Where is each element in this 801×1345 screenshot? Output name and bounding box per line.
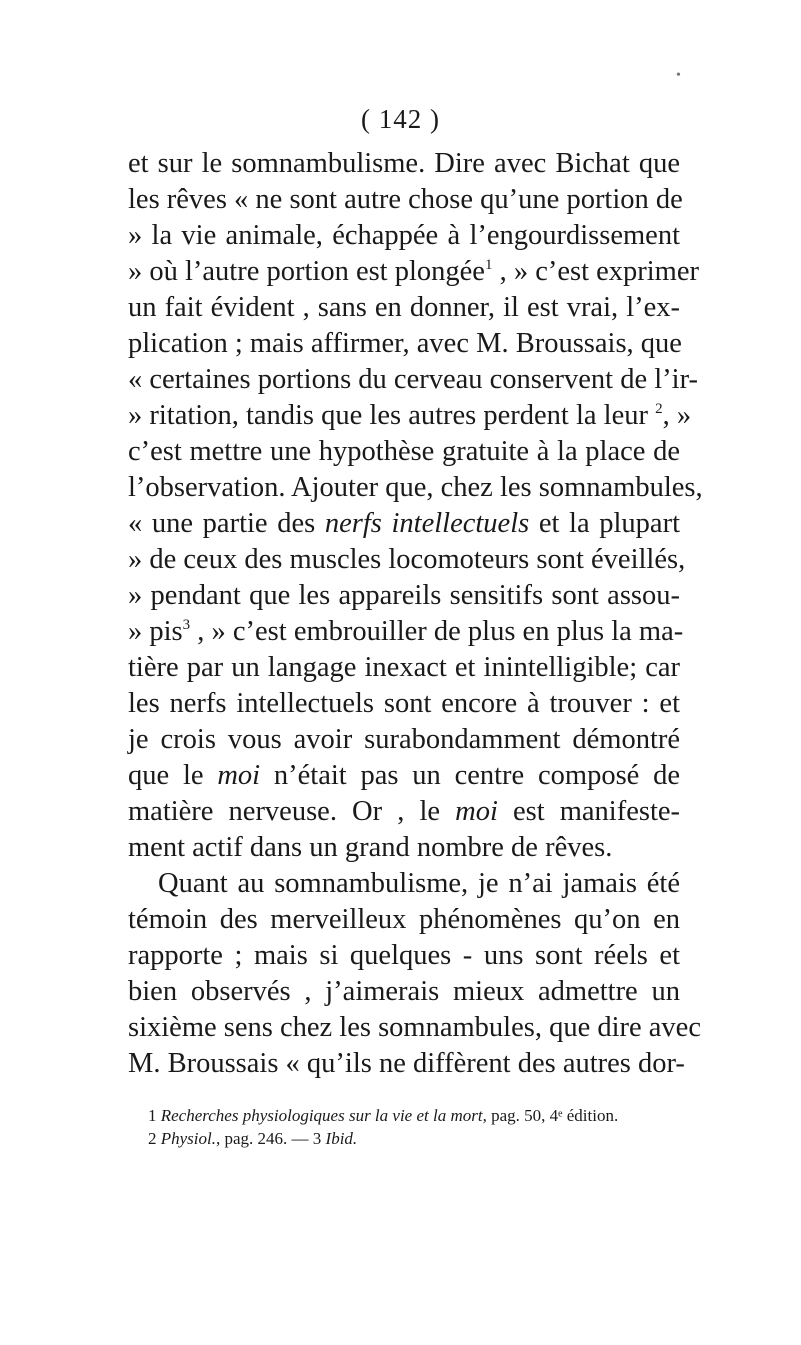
footnote-title: Ibid. — [325, 1129, 358, 1148]
text-line: rapporte ; mais si quelques - uns sont réels et — [128, 940, 680, 971]
footnote-ref: 2 — [655, 401, 663, 417]
text-line: sixième sens chez les somnambules, que dire avec — [128, 1012, 701, 1043]
text-line: Quant au somnambulisme, je n’ai jamais été — [158, 868, 680, 899]
footnote-1 — [148, 1105, 680, 1127]
text-line: » pendant que les appareils sensitifs sont assou- — [128, 580, 680, 611]
text-line — [128, 758, 680, 794]
text-segment: « une partie des — [128, 508, 316, 539]
footnote-text: , pag. 246. — 3 — [216, 1129, 322, 1148]
text-line: c’est mettre une hypothèse gratuite à la place de — [128, 436, 680, 467]
text-line — [128, 614, 684, 650]
italic-term: nerfs intellectuels — [324, 508, 530, 539]
text-line: « certaines portions du cerveau conservent de l’ir- — [128, 364, 698, 395]
text-line: M. Broussais « qu’ils ne diffèrent des autres dor- — [128, 1048, 685, 1079]
italic-term: moi — [455, 796, 498, 827]
text-segment: » ritation, tandis que les autres perdent la leur — [128, 400, 648, 431]
text-line — [128, 254, 699, 290]
text-line: les rêves « ne sont autre chose qu’une portion de — [128, 184, 683, 215]
text-segment: que le — [128, 760, 204, 791]
text-line: » de ceux des muscles locomoteurs sont éveillés, — [128, 544, 686, 575]
text-segment: matière nerveuse. Or , le — [128, 796, 441, 827]
text-line — [128, 794, 680, 830]
text-segment: » où l’autre portion est plongée — [128, 256, 485, 287]
text-line: je crois vous avoir surabondamment démontré — [128, 724, 680, 755]
text-line: bien observés , j’aimerais mieux admettre un — [128, 976, 680, 1007]
footnote-title: Recherches physiologiques sur la vie et la mort — [160, 1106, 483, 1125]
text-line: » la vie animale, échappée à l’engourdissement — [128, 220, 680, 251]
text-line — [128, 506, 680, 542]
text-line: témoin des merveilleux phénomènes qu’on en — [128, 904, 680, 935]
text-line: et sur le somnambulisme. Dire avec Bichat que — [128, 148, 680, 179]
text-segment: n’était pas un centre composé de — [260, 760, 681, 791]
footnote-text: , pag. 50, 4ᵉ édition. — [482, 1106, 619, 1125]
text-segment: , » c’est exprimer — [492, 256, 699, 287]
text-segment: , » c’est embrouiller de plus en plus la ma- — [190, 616, 684, 647]
text-segment: est manifeste- — [497, 796, 681, 827]
footnote-ref: 3 — [182, 617, 191, 633]
text-line: les nerfs intellectuels sont encore à trouver : et — [128, 688, 680, 719]
italic-term: moi — [217, 760, 261, 791]
footnote-ref: 1 — [484, 257, 493, 273]
text-line: plication ; mais affirmer, avec M. Broussais, que — [128, 328, 682, 359]
text-line: tière par un langage inexact et inintelligible; car — [128, 652, 680, 683]
text-segment: » pis — [128, 616, 183, 647]
footnote-number: 1 — [148, 1106, 157, 1125]
text-line: l’observation. Ajouter que, chez les somnambules, — [128, 472, 703, 503]
footnote-number: 2 — [148, 1129, 157, 1148]
text-line: ment actif dans un grand nombre de rêves. — [128, 832, 613, 863]
page-number: ( 142 ) — [361, 104, 440, 134]
text-line: un fait évident , sans en donner, il est vrai, l’ex- — [128, 292, 680, 323]
footnote-title: Physiol. — [160, 1129, 216, 1148]
text-segment: , » — [662, 400, 692, 431]
text-line — [128, 398, 692, 434]
footnote-2 — [148, 1128, 680, 1150]
stray-ink-mark: • — [676, 68, 681, 83]
text-segment: et la plupart — [529, 508, 680, 539]
